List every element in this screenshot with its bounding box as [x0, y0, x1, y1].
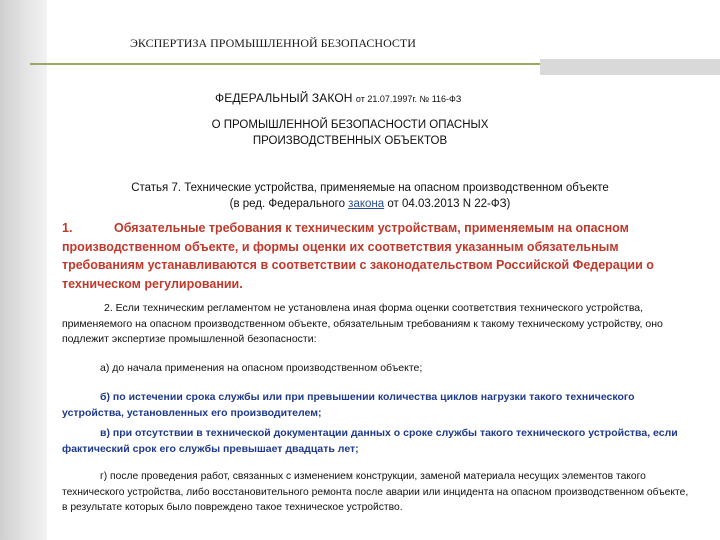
law-title-main: ФЕДЕРАЛЬНЫЙ ЗАКОН	[215, 91, 353, 105]
header-divider	[30, 63, 540, 65]
law-subject	[180, 117, 520, 149]
point-1-number: 1.	[62, 221, 73, 235]
law-subject-line2: ПРОИЗВОДСТВЕННЫХ ОБЪЕКТОВ	[252, 135, 448, 147]
point-1	[62, 219, 694, 293]
law-subject-line1: О ПРОМЫШЛЕННОЙ БЕЗОПАСНОСТИ ОПАСНЫХ	[211, 119, 489, 131]
article-revision	[100, 196, 640, 212]
left-sidebar-band	[0, 0, 47, 540]
item-v: в) при отсутствии в технической документации данных о сроке службы такого технического устройства, если фактический срок его службы превышает двадцать лет;	[62, 427, 678, 455]
article-title: Статья 7. Технические устройства, применяемые на опасном производственном объекте	[131, 182, 609, 194]
article-revision-suffix: от 04.03.2013 N 22-ФЗ)	[384, 198, 511, 210]
point-2: 2. Если техническим регламентом не установлена иная форма оценки соответствия технического устройства, применяемого на опасном производственном объекте, обязательным требованиям к такому техническому устройству, оно подлежит экспертизе промышленной безопасности:	[62, 302, 663, 345]
article-heading	[100, 180, 640, 212]
point-1-text: Обязательные требования к техническим устройствам, применяемым на опасном производственном объекте, и формы оценки их соответствия указанным обязательным требованиям устанавливаются в соответствии с законодательством Российской Федерации о техническом регулировании.	[62, 221, 654, 291]
law-title-date: от 21.07.1997г. № 116-ФЗ	[355, 94, 462, 104]
header-corner-block	[540, 59, 720, 75]
law-link[interactable]: закона	[348, 198, 385, 210]
slide-title: ЭКСПЕРТИЗА ПРОМЫШЛЕННОЙ БЕЗОПАСНОСТИ	[130, 36, 416, 50]
item-a: а) до начала применения на опасном производственном объекте;	[100, 362, 423, 374]
article-revision-prefix: (в ред. Федерального	[229, 198, 349, 210]
item-b: б) по истечении срока службы или при превышении количества циклов нагрузки такого технического устройства, установленных его производителем;	[62, 391, 635, 419]
item-g: г) после проведения работ, связанных с изменением конструкции, заменой материала несущих элементов такого технического устройства, либо восстановительного ремонта после аварии или инцидента на опасном производственном объекте, в результате которых было повреждено такое техническое устройство.	[62, 471, 689, 513]
